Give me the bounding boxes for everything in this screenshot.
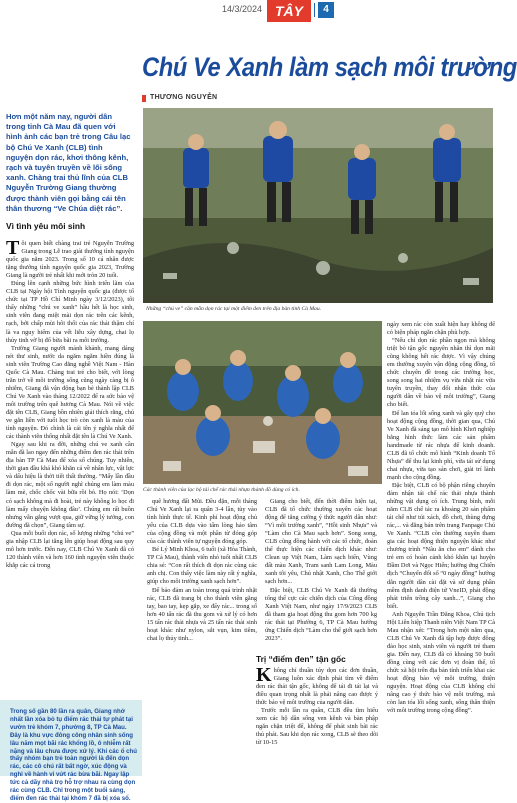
photo-recycling-caption: Các thành viên của lạc bộ tái chế rác thải nhựa thành đồ dùng có ích. [143,487,300,493]
paragraph: Đặc biệt, CLB Chú Ve Xanh đã thường tổng thể cực các chiến dịch của Công đồng Xanh Việt Nam, như ngày 17/9/2023 CLB đã tham gia hoạt động thu gom hơn 700 kg rác thải tại Phường 6, TP Cà Mau hưởng ứng Chiến dịch “Làm cho thế giới sạch hơn 2023”. [265,586,377,642]
column-2 [147,498,257,663]
paragraph: Trước mỗi lần ra quân, CLB đều tìm hiểu xem các hộ dân sống ven kênh và bàn phập ngăn chặn triệt để, không để phát sinh bãi rác thủ phát. Sau khi dọn rác xong, CLB sẽ theo dõi từ 10-15 [256,707,378,747]
paragraph: Qua mỗi buổi dọn rác, số lượng những “chú ve” gia nhập CLB lại tăng lên giúp hoạt động sau quy mô hơn trước. Đến nay, CLB Chú Ve Xanh đã có 120 thành viên và hơn 160 tình nguyện viên thuộc khắp các cá trong [6,529,134,569]
photo-cleanup-caption: Những “chú ve” cần mẫn dọn rác tại một điểm đen trên địa bàn tỉnh Cà Mau. [146,306,322,312]
subheading-root-cause: Trị “điểm đen” tận gốc [256,654,346,664]
paragraph: Bé Lý Minh Khoa, 6 tuổi (xã Hòa Thành, TP Cà Mau), thành viên nhỏ tuổi nhất CLB chia sẻ: “Con rất thích đi dọn rác cùng các anh chị. Con thấy việc làm này rất ý nghĩa, giúp cho môi trường xanh sạch hơn”. [147,546,257,586]
paragraph: ngày xem rác còn xuất hiện hay không để có biện pháp ngăn chặn phù hợp. [387,321,495,337]
article-sapo: Hơn một năm nay, người dân trong tỉnh Cà Mau đã quen với hình ảnh các bạn trẻ trong Câu lạc bộ Chú Ve Xanh (CLB) tình nguyện dọn rác, khơi thông kênh, rạch và tuyên truyền về lối sống xanh. Chàng trai thủ lĩnh của CLB Nguyễn Trường Giang thường được thành viên gọi bằng cái tên thân thương “Ve Chúa diệt rác”. [6,112,131,213]
paragraph: “Nếu chỉ dọn rác phần ngọn mà không triệt bỏ tận gốc nguyên nhân thì dọn mãi cũng không hết rác được. Vì vậy chúng em thường xuyên vận động cộng đồng, tổ chức chuyên đề trong các trường học, song song hai nhiệm vụ vừa nhặt rác vừa tuyên truyền, thay đổi nhận thức của người dân về bảo vệ môi trường”, Giang cho biết. [387,337,495,409]
paragraph: Tôi quen biết chàng trai trẻ Nguyễn Trường Giang trong Lễ trao giải thưởng tình nguyện quốc gia năm 2023. Trong số 10 cá nhân được tặng thưởng tình nguyện quốc gia 2023, Trường Giang là người trẻ nhất khi mới tròn 20 tuổi. [6,237,134,280]
paragraph: quê hương đất Mũi. Đều đặn, mỗi tháng Chú Ve Xanh lại ra quân 3-4 lần, tùy vào tình hình thực tế. Kinh phí hoạt động chủ yếu của CLB dựa vào tấm lòng hảo tâm của cộng đồng và một phần từ đóng góp của các thành viên tự nguyện đóng góp. [147,498,257,546]
paragraph: Anh Nguyễn Trần Đăng Khoa, Chủ tịch Hội Liên hiệp Thanh niên Việt Nam TP Cà Mau nhận xét: “Trong hơn một năm qua, CLB Chú Ve Xanh đã tập hợp được đông đảo học sinh, sinh viên và người trẻ tham gia. Đến nay, CLB đã có khoảng 50 buổi đồng cùng với các đơn vị đoàn thể, tổ chức xã hội trên địa bàn tỉnh triển khai các hoạt động bảo vệ môi trường, thiện nguyện. Hoạt động của CLB không chỉ nâng cao ý thức bảo vệ môi trường, mà còn lan tỏa lối sống xanh, sống thân thiện với môi trường trong cộng đồng”. [387,610,495,715]
paragraph: Đúng lên cạnh những bức hình triển lãm của CLB tại Ngày hội Tình nguyện quốc gia (được tổ chức tại TP Hồ Chí Minh ngày 3/12/2023), tôi thấy những “chú ve xanh” hầu hết là học sinh, sinh viên đang miệt mài dọn rác trên các kênh, rạch, bởi chấp mùi hôi thối của rác thải thậm chí là va nguy hiểm của vết liễu xây dựng, chai lọ thủy tinh vỡ bị đổ bừa bãi ra môi trường. [6,280,134,344]
header-divider [314,3,315,17]
paragraph: Để bảo đảm an toàn trong quá trình nhặt rác, CLB đã trang bị cho thành viên găng tay, bao tay, kẹp gắp, xe đẩy rác... trong số hơn 40 tấn rác đã thu gom và xử lý có hơn 15 tấn rác thải nhựa và 25 tấn rác thải sinh hoạt khác như nylon, sắt vụn, kim tiêm, chai lọ thủy tinh... [147,586,257,642]
photo-cleanup [143,108,493,303]
column-4 [387,321,495,773]
photo-recycling [143,321,382,484]
column-3-continued [256,664,378,774]
issue-date: 14/3/2024 [222,4,263,14]
byline: THƯƠNG NGUYỄN [150,94,218,101]
byline-marker [142,95,146,102]
paragraph: Không chỉ thuần túy dọn các đơn thuần, Giang luôn xác định phải tìm về điểm đen rác thải tận gốc, không để tái đi tái lại và điều quan trọng nhất là phải nâng cao được ý thức bảo vệ môi trường của người dân. [256,664,378,707]
article-title: Chú Ve Xanh làm sạch môi trường [142,52,517,82]
paragraph: Đặc biệt, CLB có bộ phận riêng chuyên đảm nhận tái chế rác thải nhựa thành những vật dụng có ích. Trung bình, mỗi năm CLB chế tác ra khoảng 20 sản phẩm tái chế như túi xách, đồ chơi, thùng đựng rác,... và đăng bán trên trang Fanpage Chú Ve Xanh. “CLB còn thường xuyên tham gia các hoạt động thiện nguyện khác như chương trình “Nâu ăn cho em” dành cho trẻ em có hoàn cảnh khó khăn tại huyện Đầm Dơi và Ngọc Hiển; hưởng ứng Chiến dịch “Chuyến đổi số “0 ngày đồng” hướng dẫn người dân cài đặt và sử dụng phần mềm định danh điện tử VneID, phát động phát triển trồng cây xanh...”, Giang cho biết. [387,481,495,610]
paragraph: Trường Giang người mảnh khảnh, mang dáng nét thư sinh, nước da ngăm ngăm hiền đúng là sinh viên Trường Cao đẳng nghề Việt Nam - Hàn Quốc Cà Mau. Chàng trai trẻ cho biết, với lòng trăn trở về môi trường sống cũng ngày càng bị ô nhiễm, Giang đã vận động bạn bè thành lập CLB Chú Ve Xanh vào tháng 12/2022 để ra sức bảo vệ môi trường trên quê hương Cà Mau. Nói về việc đặt tên CLB, Giang bồn nhiên giải thích rằng, chú ve gắn liền với tuổi học trò còn xanh là màu của tình nguyện. Đó chính là cái tên ý nghĩa nhất để các thành viên thống nhất đặt tên là Chú Ve Xanh. [6,344,134,441]
newspaper-logo: TÂY [267,0,311,22]
highlight-box: Trong số gần 80 lần ra quân, Giang nhớ nhất lần xóa bỏ tụ điểm rác thải tự phát tại vườn trẻ khóm 7, phường 8, TP Cà Mau. Đây là khu vực đông công nhân sinh sống lâu năm mọt bãi rác khổng lồ, ô nhiễm rất nặng và lâu chưa được xử lý. Khi các ổ chú thấy nhóm bạn trẻ toàn người là đến dọn rác, các cô chú rất bất ngờ, xúc động và nghỉ về hành vi vứt rác bừa bãi. Ngay lập tức cả dãy nhà trọ hỗ trợ nhau ra cùng dọn rác cùng CLB. Chỉ trong một buổi sáng, điểm đen rác thải tại khóm 7 đã bị xóa sổ. [0,700,142,776]
paragraph: Giang cho biết, đến thời điểm hiện tại, CLB đã tổ chức thường xuyên các hoạt động để tăng cường ý thức người dân như: “Vì môi trường xanh”, “Hồi sinh Nhựa” và “Làm cho Cà Mau sạch hơn”. Song song, CLB cũng đồng hành với các tổ chức, đoàn thể thực hiện các chiến dịch khác như: Clean up Việt Nam, Làm sạch biển, Vùng đất màu Xanh, Tram sanh Lam Long, Màu xanh tôi yêu, Chủ nhật Xanh, Cho Thế giới sạch hơn... [265,498,377,586]
column-3 [265,498,377,652]
page-number: 4 [318,2,334,18]
column-1 [6,237,134,702]
paragraph: Ngay sau khi ra đời, những chú ve xanh cần mẫn đã lao ngay đến những điểm đen rác thải trên địa bàn TP Cà Mau để xóa sổ chúng. Tuy nhiên, thời gian đầu khá khó khăn cả về nhân lực, vật lực và dấu hiệu là thời tiết thất thường. “Mấy lần đầu đi dọn rác, một số người nghĩ chúng em làm màu làm mè, chốc chốc vài bữa rồi bỏ. Họ nói: ‘Dọn có sạch không mà đi hoài, trẻ này không lo học đi làm mấy chuyện không đâu’. Chúng em rất buồn nhưng vẫn gắng vượt qua, giữ vững lý tưởng, con đường đã chọn”, Giang tâm sự. [6,441,134,529]
photo-recycling-illustration [143,321,382,484]
photo-cleanup-illustration [143,108,493,303]
subheading-love-environment: Vì tình yêu môi sinh [6,221,86,231]
paragraph: Để lan tỏa lối sống xanh và gây quỹ cho hoạt động cộng đồng, thời gian qua, Chú Ve Xanh đã sáng tạo mô hình Khơi nghiệp bằng hình thức làm các sản phẩm handmade từ rác nhựa để kinh doanh. CLB đã tổ chức mô hình “Kinh doanh Tổ Nhựa” để thu lại kinh phí, vừa tái sử dụng chai nhựa, vừa tạo sản chơi, giải trí lành mạnh cho cộng đồng. [387,409,495,481]
